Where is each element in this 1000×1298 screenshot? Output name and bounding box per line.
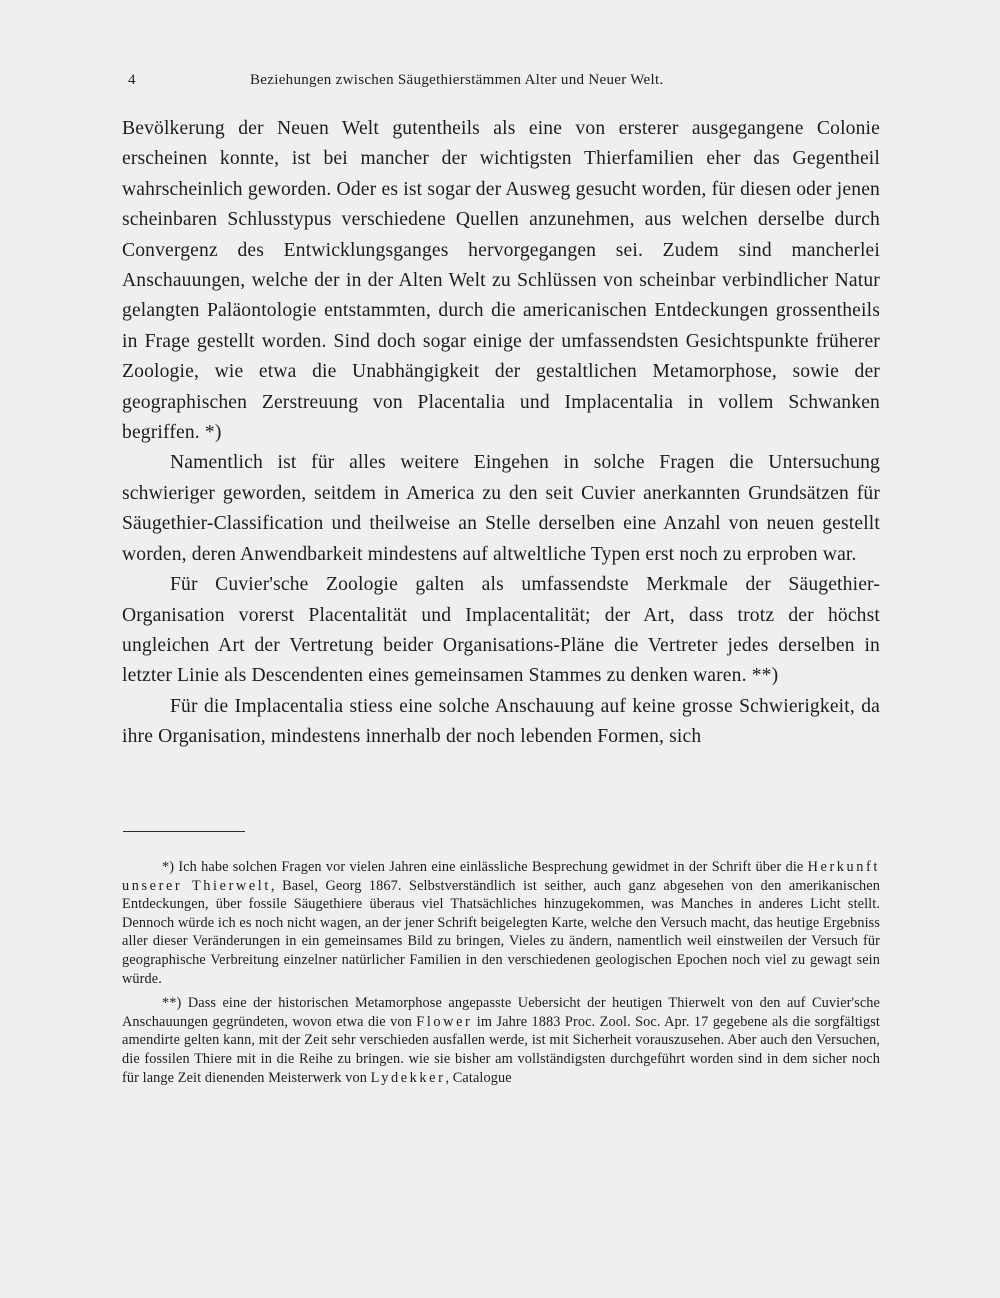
footnote-2-author-flower: Flower xyxy=(416,1013,473,1030)
footnote-1-text-a: *) Ich habe solchen Fragen vor vielen Jahren eine einlässliche Besprechung gewidmet in der Schrift über die xyxy=(162,859,808,875)
footnote-1-book-title: Herkunft unserer Thierwelt xyxy=(122,859,880,894)
paragraph-3: Für Cuvier'sche Zoologie galten als umfassendste Merkmale der Säugethier-Organisation vorerst Placentalität und Implacentalität; der Art, dass trotz der höchst ungleichen Art der Vertretung beider Organisations-Pläne die Vertreter jedes derselben in letzter Linie als Descendenten eines gemeinsamen Stammes zu denken waren. **) xyxy=(122,574,880,687)
footnote-2-text-a: **) Dass eine der historischen Metamorphose angepasste Uebersicht der heutigen Thierwelt von den auf Cuvier'sche Anschauungen gegründeten, wovon etwa die von xyxy=(122,995,880,1030)
page-number: 4 xyxy=(128,72,136,88)
paragraph-4: Für die Implacentalia stiess eine solche Anschauung auf keine grosse Schwierigkeit, da ihre Organisation, mindestens innerhalb der noch lebenden Formen, sich xyxy=(122,695,880,748)
paragraph-2: Namentlich ist für alles weitere Eingehen in solche Fragen die Untersuchung schwieriger geworden, seitdem in America zu den seit Cuvier anerkannten Grundsätzen für Säugethier-Classification und theilweise an Stelle derselben eine Anzahl von neuen gestellt worden, deren Anwendbarkeit mindestens auf altweltliche Typen erst noch zu erproben war. xyxy=(122,452,880,565)
footnote-1 xyxy=(122,858,880,988)
footnote-2-author-lydekker: Lydekker xyxy=(370,1069,446,1086)
footnote-2 xyxy=(122,994,880,1087)
footnotes xyxy=(122,858,880,1087)
main-text xyxy=(122,114,880,753)
paragraph-1: Bevölkerung der Neuen Welt gutentheils als eine von ersterer ausgegangene Colonie erscheinen konnte, ist bei mancher der wichtigsten Thierfamilien eher das Gegentheil wahrscheinlich geworden. Oder es ist sogar der Ausweg gesucht worden, für diesen oder jenen scheinbaren Schlusstypus verschiedene Quellen anzunehmen, aus welchen derselbe durch Convergenz des Entwicklungsganges hervorgegangen sei. Zudem sind mancherlei Anschauungen, welche der in der Alten Welt zu Schlüssen von scheinbar verbindlicher Natur gelangten Paläontologie entstammten, durch die americanischen Entdeckungen grossentheils in Frage gestellt worden. Sind doch sogar einige der umfassendsten Gesichtspunkte früherer Zoologie, wie etwa die Unabhängigkeit der gestaltlichen Metamorphose, sowie der geographischen Zerstreuung von Placentalia und Implacentalia in vollem Schwanken begriffen. *) xyxy=(122,118,880,444)
running-title: Beziehungen zwischen Säugethierstämmen Alter und Neuer Welt. xyxy=(250,72,664,88)
footnote-1-text-b: , Basel, Georg 1867. Selbstverständlich ist seither, auch ganz abgesehen von den amerikanischen Entdeckungen, über fossile Säugethiere überaus viel Thatsächliches hinzugekommen, was Manches in anderes Licht stellt. Dennoch würde ich es noch nicht wagen, an der jener Schrift beigelegten Karte, welche den Versuch macht, das heutige Ergebniss aller dieser Veränderungen in ein gemeinsames Bild zu bringen, Vieles zu ändern, namentlich weil einstweilen der Versuch für geographische Verbreitung einzelner natürlicher Familien in den verschiedenen geologischen Epochen noch viel zu gewagt sein würde. xyxy=(122,877,880,987)
footnote-2-text-b: im Jahre 1883 Proc. Zool. Soc. Apr. 17 gegebene als die sorgfältigst amendirte gelten kann, mit der Zeit sehr verschieden ausfallen werde, ist mit Sicherheit vorauszusehen. Aber auch den Versuchen, die fossilen Thiere mit in die Reihe zu bringen. wie sie bisher am vollständigsten durchgeführt worden sind in dem sicher noch für lange Zeit dienenden Meisterwerk von xyxy=(122,1013,880,1086)
footnote-divider xyxy=(123,831,245,832)
footnote-2-text-c: , Catalogue xyxy=(445,1069,512,1086)
